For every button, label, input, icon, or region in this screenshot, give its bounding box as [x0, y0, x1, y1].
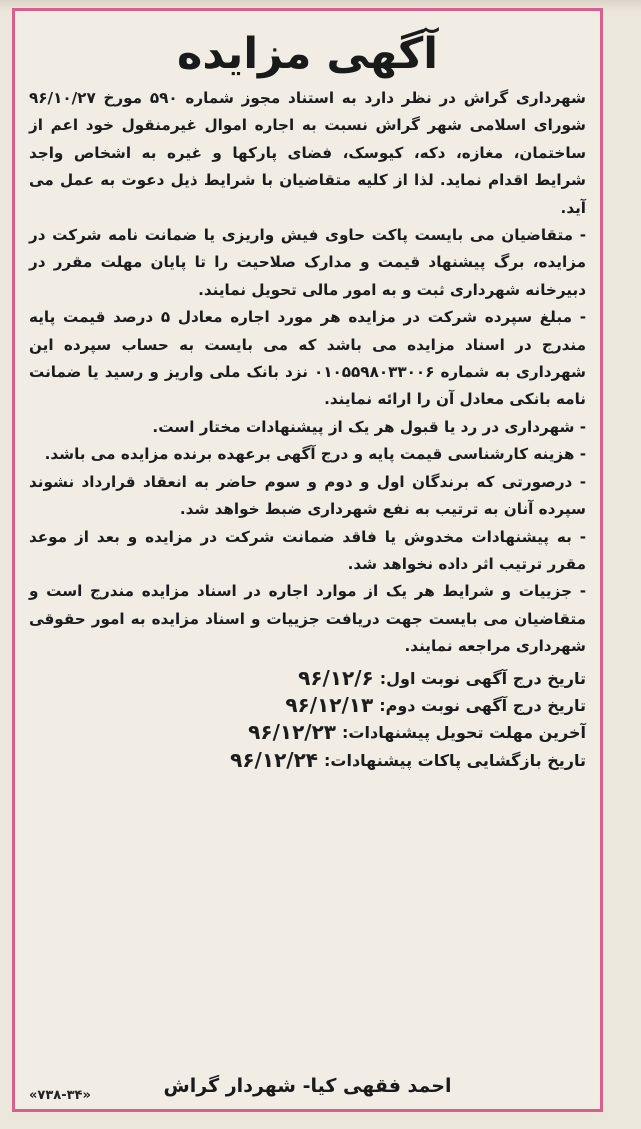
- date-label: آخرین مهلت تحویل پیشنهادات:: [342, 723, 586, 743]
- condition-item: - به پیشنهادات مخدوش یا فاقد ضمانت شرکت در مزایده و بعد از موعد مقرر ترتیب اثر داده نخواهد شد.: [29, 527, 586, 573]
- ad-code: «۷۳۸-۳۴»: [29, 1088, 91, 1103]
- notice-body: [15, 85, 600, 661]
- condition-item: - درصورتی که برندگان اول و دوم و سوم حاضر به انعقاد قرارداد نشوند سپرده آنان به ترتیب به نفع شهرداری ضبط خواهد شد.: [29, 472, 586, 519]
- condition-item: - جزییات و شرایط هر یک از موارد اجاره در اسناد مزایده مندرج است و متقاضیان می بایست جهت دریافت جزییات و اسناد مزایده به امور حقوقی شهرداری مراجعه نمایند.: [29, 582, 586, 656]
- intro-paragraph: شهرداری گراش در نظر دارد به استناد مجوز شماره ۵۹۰ مورخ ۹۶/۱۰/۲۷ شورای اسلامی شهر گراش نسبت به اجاره اموال غیرمنقول خود اعم از ساختمان، مغازه، دکه، کیوسک، فضای پارکها و غیره به اشخاص واجد شرایط اقدام نماید. لذا از کلیه متقاضیان با شرایط ذیل دعوت به عمل می آید.: [29, 89, 586, 217]
- date-row-second-publication: [29, 692, 586, 719]
- date-value: ۹۶/۱۲/۱۳: [285, 692, 374, 717]
- date-label: تاریخ بازگشایی پاکات پیشنهادات:: [324, 750, 586, 770]
- date-label: تاریخ درج آگهی نوبت دوم:: [379, 695, 586, 715]
- auction-notice: [12, 8, 603, 1112]
- dates-list: [15, 665, 600, 775]
- date-row-first-publication: [29, 665, 586, 692]
- date-value: ۹۶/۱۲/۶: [298, 665, 374, 690]
- notice-title: آگهی مزایده: [176, 29, 439, 79]
- notice-footer: [15, 1069, 600, 1103]
- condition-item: - متقاضیان می بایست پاکت حاوی فیش واریزی یا ضمانت نامه شرکت در مزایده، برگ پیشنهاد قیمت و مدارک صلاحیت را تا پایان مهلت مقرر در دبیرخانه شهرداری ثبت و به امور مالی تحویل نمایند.: [29, 226, 586, 299]
- date-row-submission-deadline: [29, 719, 586, 746]
- date-value: ۹۶/۱۲/۲۴: [230, 747, 318, 772]
- condition-item: - مبلغ سپرده شرکت در مزایده هر مورد اجاره معادل ۵ درصد قیمت پایه مندرج در اسناد مزایده می باشد که می بایست به حساب سپرده این شهرداری به شماره ۰۱۰۵۵۹۸۰۳۳۰۰۶ نزد بانک ملی واریز و رسید یا ضمانت نامه بانکی معادل آن را ارائه نمایند.: [29, 308, 586, 409]
- date-label: تاریخ درج آگهی نوبت اول:: [379, 668, 586, 688]
- date-row-opening: [29, 747, 586, 774]
- date-value: ۹۶/۱۲/۲۳: [248, 720, 337, 745]
- condition-item: - شهرداری در رد یا قبول هر یک از پیشنهادات مختار است.: [152, 417, 586, 436]
- signature: احمد فقهی کیا- شهردار گراش: [163, 1075, 452, 1097]
- condition-item: - هزینه کارشناسی قیمت پایه و درج آگهی برعهده برنده مزایده می باشد.: [44, 445, 586, 464]
